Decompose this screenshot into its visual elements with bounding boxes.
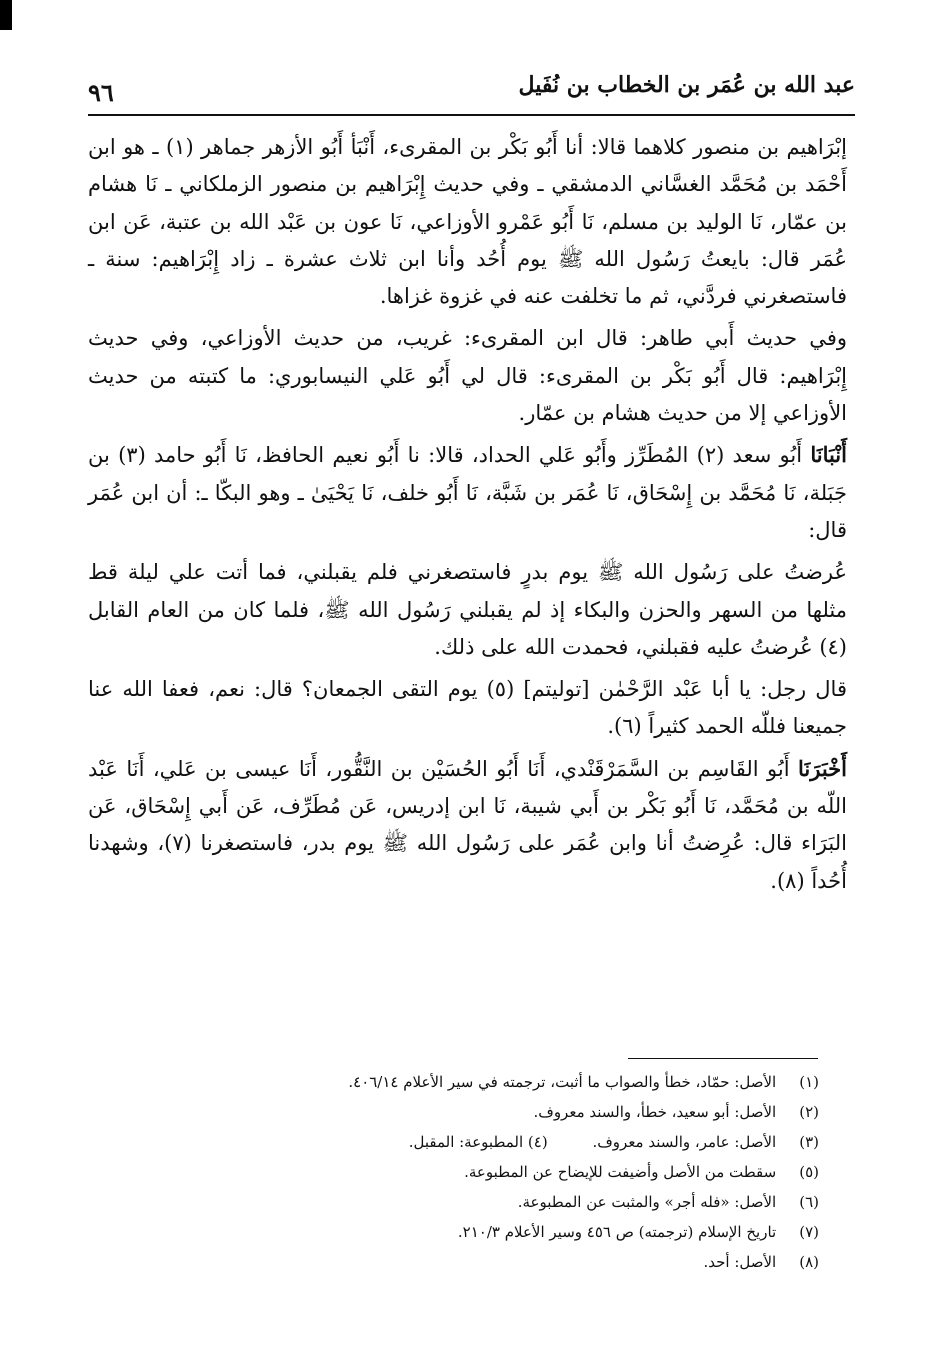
footnote-item — [150, 1157, 819, 1187]
footnote-number: (٦) — [799, 1193, 819, 1211]
scan-corner-mark — [0, 0, 12, 30]
paragraph — [88, 670, 847, 746]
paragraph-lead: أَخْبَرَنَا — [798, 755, 847, 781]
page-number: ٩٦ — [88, 78, 114, 107]
running-title: عبد الله بن عُمَر بن الخطاب بن نُفَيل — [518, 72, 855, 98]
footnote-text: الأصل: عامر، والسند معروف. — [592, 1133, 777, 1151]
paragraph — [88, 128, 847, 315]
paragraph-text: أَبُو القَاسِم بن السَّمَرْقَنْدي، أَنَا أَبُو الحُسَيْن بن النَّقُّور، أَنَا عيسى بن عَلي، أَنَا عَبْد اللّه بن مُحَمَّد، نَا أَبُو بَكْر بن أَبي شيبة، نَا ابن إدريس، عَن مُطَرِّف، عَن أَبي إِسْحَاق، عَن البَرَاء قال: عُرِضتُ أنا وابن عُمَر على رَسُول الله ﷺ يوم بدر، فاستصغرنا (٧)، وشهدنا أُحُداً (٨). — [88, 756, 847, 893]
footnote-number: (٣) — [799, 1133, 819, 1151]
footnote-item — [150, 1127, 819, 1157]
footnote-number: (٨) — [799, 1253, 819, 1271]
footnote-inline-extra: (٤) المطبوعة: المقبل. — [408, 1133, 548, 1151]
footnote-number: (٢) — [799, 1103, 819, 1121]
footnotes — [150, 1067, 819, 1277]
footnote-number: (١) — [799, 1073, 819, 1091]
paragraph — [88, 436, 847, 549]
header-rule — [88, 114, 855, 116]
footnote-text: الأصل: أحد. — [703, 1253, 777, 1271]
footnote-text: الأصل: أبو سعيد، خطأ، والسند معروف. — [533, 1103, 777, 1121]
footnote-item — [150, 1097, 819, 1127]
page-header — [88, 68, 855, 112]
paragraph-text: أَبُو سعد (٢) المُطَرِّز وأَبُو عَلي الحداد، قالا: نا أَبُو نعيم الحافظ، نَا أَبُو حامد (٣) بن جَبَلة، نَا مُحَمَّد بن إِسْحَاق، نَا عُمَر بن شَبَّة، نَا أَبُو خلف، نَا يَحْيَىٰ ـ وهو البكّا ـ: أن ابن عُمَر قال: — [88, 443, 847, 542]
footnote-number: (٥) — [799, 1163, 819, 1181]
footnote-text: الأصل: «فله أجر» والمثبت عن المطبوعة. — [517, 1193, 777, 1211]
footnote-text: سقطت من الأصل وأضيفت للإيضاح عن المطبوعة. — [464, 1163, 777, 1181]
footnote-text: الأصل: حمّاد، خطأ والصواب ما أثبت، ترجمته في سير الأعلام ٤٠٦/١٤. — [348, 1073, 777, 1091]
footnote-text: تاريخ الإسلام (ترجمته) ص ٤٥٦ وسير الأعلام ٢١٠/٣. — [457, 1223, 777, 1241]
paragraph-text: إبْرَاهيم بن منصور كلاهما قالا: أنا أَبُو بَكْر بن المقرىء، أَنْبَأ أَبُو الأزهر جماهر (١) ـ هو ابن أَحْمَد بن مُحَمَّد الغسَّاني الدمشقي ـ وفي حديث إِبْرَاهيم بن منصور الزملكاني ـ نَا هشام بن عمّار، نَا الوليد بن مسلم، نَا أَبُو عَمْرو الأوزاعي، نَا عون بن عَبْد الله بن عتبة، عَن ابن عُمَر قال: بايعتُ رَسُول الله ﷺ يوم أُحُد وأنا ابن ثلاث عشرة ـ زاد إِبْرَاهيم: سنة ـ فاستصغرني فردَّني، ثم ما تخلفت عنه في غزوة غزاها. — [88, 135, 847, 309]
footnote-rule — [628, 1058, 818, 1059]
paragraph-text: عُرضتُ على رَسُول الله ﷺ يوم بدرٍ فاستصغرني فلم يقبلني، فما أتت علي ليلة قط مثلها من السهر والحزن والبكاء إذ لم يقبلني رَسُول الله ﷺ، فلما كان من العام القابل (٤) عُرضتُ عليه فقبلني، فحمدت الله على ذلك. — [88, 560, 847, 659]
footnote-number: (٧) — [799, 1223, 819, 1241]
paragraph — [88, 750, 847, 900]
paragraph-text: قال رجل: يا أبا عَبْد الرَّحْمٰن [توليتم] (٥) يوم التقى الجمعان؟ قال: نعم، فعفا الله عنا جميعنا فللّه الحمد كثيراً (٦). — [88, 677, 847, 739]
paragraph-lead: أَنْبَانَا — [810, 442, 847, 468]
footnote-item — [150, 1187, 819, 1217]
footnote-item — [150, 1067, 819, 1097]
paragraph — [88, 553, 847, 666]
footnote-item — [150, 1217, 819, 1247]
paragraph-text: وفي حديث أَبي طاهر: قال ابن المقرىء: غريب، من حديث الأوزاعي، وفي حديث إِبْرَاهيم: قال أَبُو بَكْر بن المقرىء: قال لي أَبُو عَلي النيسابوري: ما كتبته من حديث الأوزاعي إلا من حديث هشام بن عمّار. — [88, 326, 847, 426]
main-text — [88, 128, 847, 900]
footnote-item — [150, 1247, 819, 1277]
paragraph — [88, 319, 847, 432]
